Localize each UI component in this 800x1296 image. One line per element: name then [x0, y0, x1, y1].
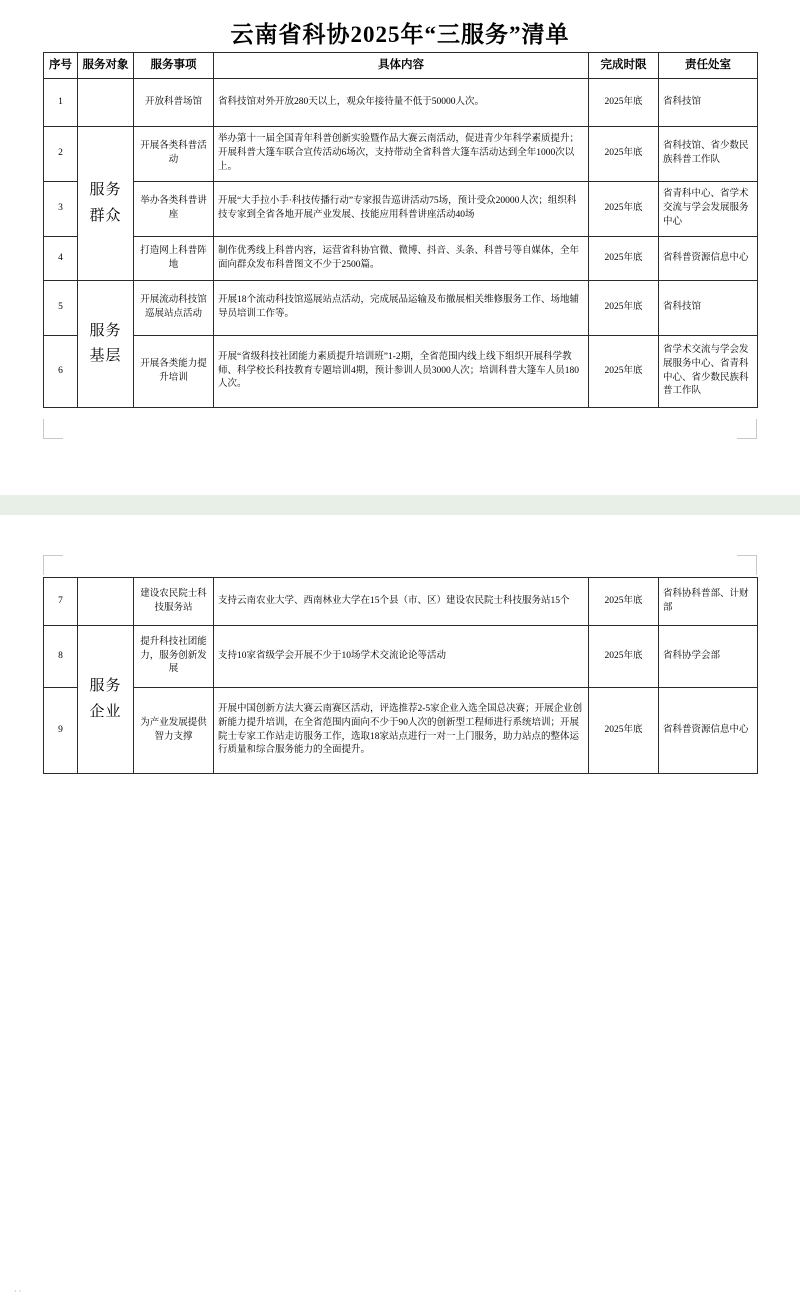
cell-num: 3 [44, 182, 78, 237]
cell-dept: 省科技馆 [659, 281, 758, 336]
group-label-line-1: 服务 [89, 182, 122, 198]
cell-object-blank [78, 578, 134, 626]
cell-dept: 省青科中心、省学术交流与学会发展服务中心 [659, 182, 758, 237]
cell-object-blank [78, 79, 134, 127]
cell-limit: 2025年底 [589, 336, 659, 408]
table-row [44, 336, 758, 408]
cell-detail: 开展“省级科技社团能力素质提升培训班”1-2期，全省范围内线上线下组织开展科学教师、科学校长科技教育专题培训4期，预计参训人员3000人次；培训科普大篷车人员180人次。 [214, 336, 589, 408]
cell-item: 开展流动科技馆巡展站点活动 [134, 281, 214, 336]
table-row [44, 182, 758, 237]
table-row [44, 127, 758, 182]
document-page-2 [0, 515, 800, 1296]
cell-item: 建设农民院士科技服务站 [134, 578, 214, 626]
cell-detail: 支持10家省级学会开展不少于10场学术交流论论等活动 [214, 626, 589, 688]
cell-detail: 制作优秀线上科普内容，运营省科协官微、微博、抖音、头条、科普号等自媒体，全年面向群众发布科普图文不少于2500篇。 [214, 237, 589, 281]
column-header-detail: 具体内容 [214, 53, 589, 79]
cell-item: 开展各类科普活动 [134, 127, 214, 182]
table-row [44, 79, 758, 127]
cell-item: 打造网上科普阵地 [134, 237, 214, 281]
cell-num: 5 [44, 281, 78, 336]
page-bottom-marker: ·· [14, 1287, 24, 1296]
document-page-1 [0, 0, 800, 495]
three-services-table-page-1 [43, 52, 758, 408]
cell-limit: 2025年底 [589, 688, 659, 774]
cell-dept: 省科协学会部 [659, 626, 758, 688]
cell-item: 举办各类科普讲座 [134, 182, 214, 237]
group-label-line-2: 群众 [89, 207, 122, 224]
cell-dept: 省学术交流与学会发展服务中心、省青科中心、省少数民族科普工作队 [659, 336, 758, 408]
page-separator-band [0, 495, 800, 515]
cell-detail: 开展“大手拉小手·科技传播行动”专家报告巡讲活动75场，预计受众20000人次；组织科技专家到全省各地开展产业发展、技能应用科普讲座活动40场 [214, 182, 589, 237]
group-label-line-2: 企业 [89, 703, 122, 720]
cell-detail: 省科技馆对外开放280天以上，观众年接待量不低于50000人次。 [214, 79, 589, 127]
cell-limit: 2025年底 [589, 626, 659, 688]
column-header-dept: 责任处室 [659, 53, 758, 79]
cell-limit: 2025年底 [589, 237, 659, 281]
cell-dept: 省科技馆、省少数民族科普工作队 [659, 127, 758, 182]
group-label-line-2: 基层 [89, 348, 122, 364]
table-row [44, 281, 758, 336]
three-services-table-page-2 [43, 577, 758, 774]
group-label-line-1: 服务 [89, 678, 122, 694]
cell-num: 8 [44, 626, 78, 688]
cell-limit: 2025年底 [589, 182, 659, 237]
cell-item: 开展各类能力提升培训 [134, 336, 214, 408]
cell-detail: 开展中国创新方法大赛云南赛区活动，评选推荐2-5家企业入选全国总决赛；开展企业创新能力提升培训，在全省范围内面向不少于90人次的创新型工程师进行系统培训；开展院士专家工作站走访服务工作，选取18家站点进行一对一上门服务，助力站点的整体运行质量和综合服务能力的全面提升。 [214, 688, 589, 774]
column-header-limit: 完成时限 [589, 53, 659, 79]
cell-num: 7 [44, 578, 78, 626]
page-title: 云南省科协2025年“三服务”清单 [230, 22, 570, 47]
cell-dept: 省科协科普部、计财部 [659, 578, 758, 626]
cell-limit: 2025年底 [589, 79, 659, 127]
cell-item: 开放科普场馆 [134, 79, 214, 127]
column-header-num: 序号 [44, 53, 78, 79]
cell-num: 4 [44, 237, 78, 281]
crop-mark-top-right [737, 555, 757, 575]
cell-detail: 支持云南农业大学、西南林业大学在15个县（市、区）建设农民院士科技服务站15个 [214, 578, 589, 626]
column-header-item: 服务事项 [134, 53, 214, 79]
cell-num: 9 [44, 688, 78, 774]
cell-detail: 开展18个流动科技馆巡展站点活动，完成展品运输及布撤展相关维修服务工作、场地辅导员培训工作等。 [214, 281, 589, 336]
column-header-object: 服务对象 [78, 53, 134, 79]
cell-num: 1 [44, 79, 78, 127]
table-row [44, 578, 758, 626]
cell-limit: 2025年底 [589, 281, 659, 336]
table-row [44, 237, 758, 281]
cell-object-group-2 [78, 281, 134, 408]
crop-mark-top-left [43, 555, 63, 575]
table-row [44, 626, 758, 688]
cell-limit: 2025年底 [589, 578, 659, 626]
cell-object-group-3 [78, 626, 134, 774]
cell-object-group-1 [78, 127, 134, 281]
group-label-line-1: 服务 [89, 322, 122, 339]
cell-dept: 省科技馆 [659, 79, 758, 127]
cell-num: 2 [44, 127, 78, 182]
table-row [44, 688, 758, 774]
cell-detail: 举办第十一届全国青年科普创新实验暨作品大赛云南活动，促进青少年科学素质提升；开展科普大篷车联合宣传活动6场次，支持带动全省科普大篷车活动达到全年1000次以上。 [214, 127, 589, 182]
cell-item: 为产业发展提供智力支撑 [134, 688, 214, 774]
crop-mark-bottom-right [737, 419, 757, 439]
crop-mark-bottom-left [43, 419, 63, 439]
cell-dept: 省科普资源信息中心 [659, 688, 758, 774]
table-header-row [44, 53, 758, 79]
cell-item: 提升科技社团能力，服务创新发展 [134, 626, 214, 688]
cell-dept: 省科普资源信息中心 [659, 237, 758, 281]
cell-limit: 2025年底 [589, 127, 659, 182]
cell-num: 6 [44, 336, 78, 408]
